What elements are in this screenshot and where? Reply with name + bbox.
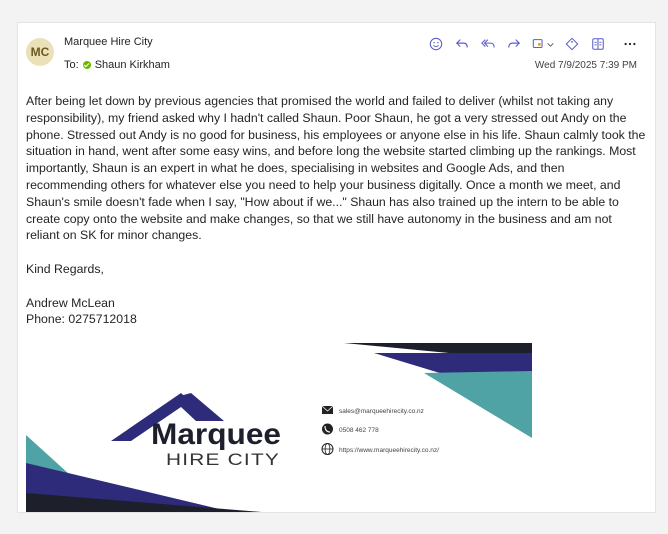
more-icon	[623, 37, 637, 51]
contact-phone: 0508 462 778	[339, 427, 379, 434]
reply-button[interactable]	[451, 33, 473, 55]
reply-icon	[455, 37, 469, 51]
signer-name: Andrew McLean	[26, 295, 115, 310]
more-actions-button[interactable]	[619, 33, 641, 55]
body-paragraph: After being let down by previous agencies that promised the world and failed to deliver (whilst not taking any responsibility), my friend asked why I hadn't called Shaun. Poor Shaun, he got a very stressed out Andy on the phone. Stressed out Andy is no good for business, his employees or anyone else in his life. Shaun calmly took the situation in hand, went after some easy wins, and before long the website started climbing up the rankings. Most importantly, Shaun is an expert in what he does, specialising in websites and Google Ads, and then recommending others for whatever else you need to help your business digitally. Once a month we meet, and Shaun's smile doesn't fade when I say, "How about if we..." Shaun has also trained up the intern to be able to create copy onto the website and make changes, so that we still have autonomy in the business and am not reliant on SK for minor changes.	[26, 94, 646, 243]
emoji-icon	[429, 37, 443, 51]
email-body	[26, 93, 646, 328]
message-toolbar	[421, 33, 641, 55]
contact-phone-row	[322, 424, 379, 435]
presence-available-icon	[83, 61, 91, 69]
immersive-reader-button[interactable]	[587, 33, 609, 55]
signer-phone: Phone: 0275712018	[26, 312, 137, 327]
contact-email-row	[322, 406, 424, 415]
reply-all-button[interactable]	[477, 33, 499, 55]
to-label: To:	[64, 59, 79, 71]
immersive-reader-icon	[591, 37, 605, 51]
forward-icon	[507, 37, 521, 51]
closing-text: Kind Regards,	[26, 261, 104, 276]
phone-icon	[322, 424, 333, 435]
apps-dropdown-button[interactable]	[529, 33, 557, 55]
reply-all-icon	[481, 37, 495, 51]
tag-button[interactable]	[561, 33, 583, 55]
chevron-down-icon	[546, 40, 555, 49]
logo-wordmark: Marquee	[151, 418, 281, 451]
email-reading-pane	[17, 22, 656, 513]
emoji-reaction-button[interactable]	[425, 33, 447, 55]
signature-banner	[26, 343, 532, 513]
tag-icon	[565, 37, 579, 51]
to-line	[64, 59, 170, 71]
recipient-name[interactable]: Shaun Kirkham	[94, 59, 170, 71]
contact-website: https://www.marqueehirecity.co.nz/	[339, 447, 439, 454]
apps-icon	[532, 37, 546, 51]
logo-subtitle: HIRE CITY	[166, 450, 280, 469]
avatar[interactable]: MC	[26, 38, 54, 66]
contact-website-row	[322, 444, 439, 455]
sent-date: Wed 7/9/2025 7:39 PM	[534, 60, 637, 71]
sender-name[interactable]: Marquee Hire City	[64, 36, 153, 48]
corner-teal-band	[424, 371, 532, 438]
signature-graphic	[26, 343, 532, 513]
marquee-logo	[111, 393, 281, 469]
forward-button[interactable]	[503, 33, 525, 55]
contact-email: sales@marqueehirecity.co.nz	[339, 408, 424, 415]
